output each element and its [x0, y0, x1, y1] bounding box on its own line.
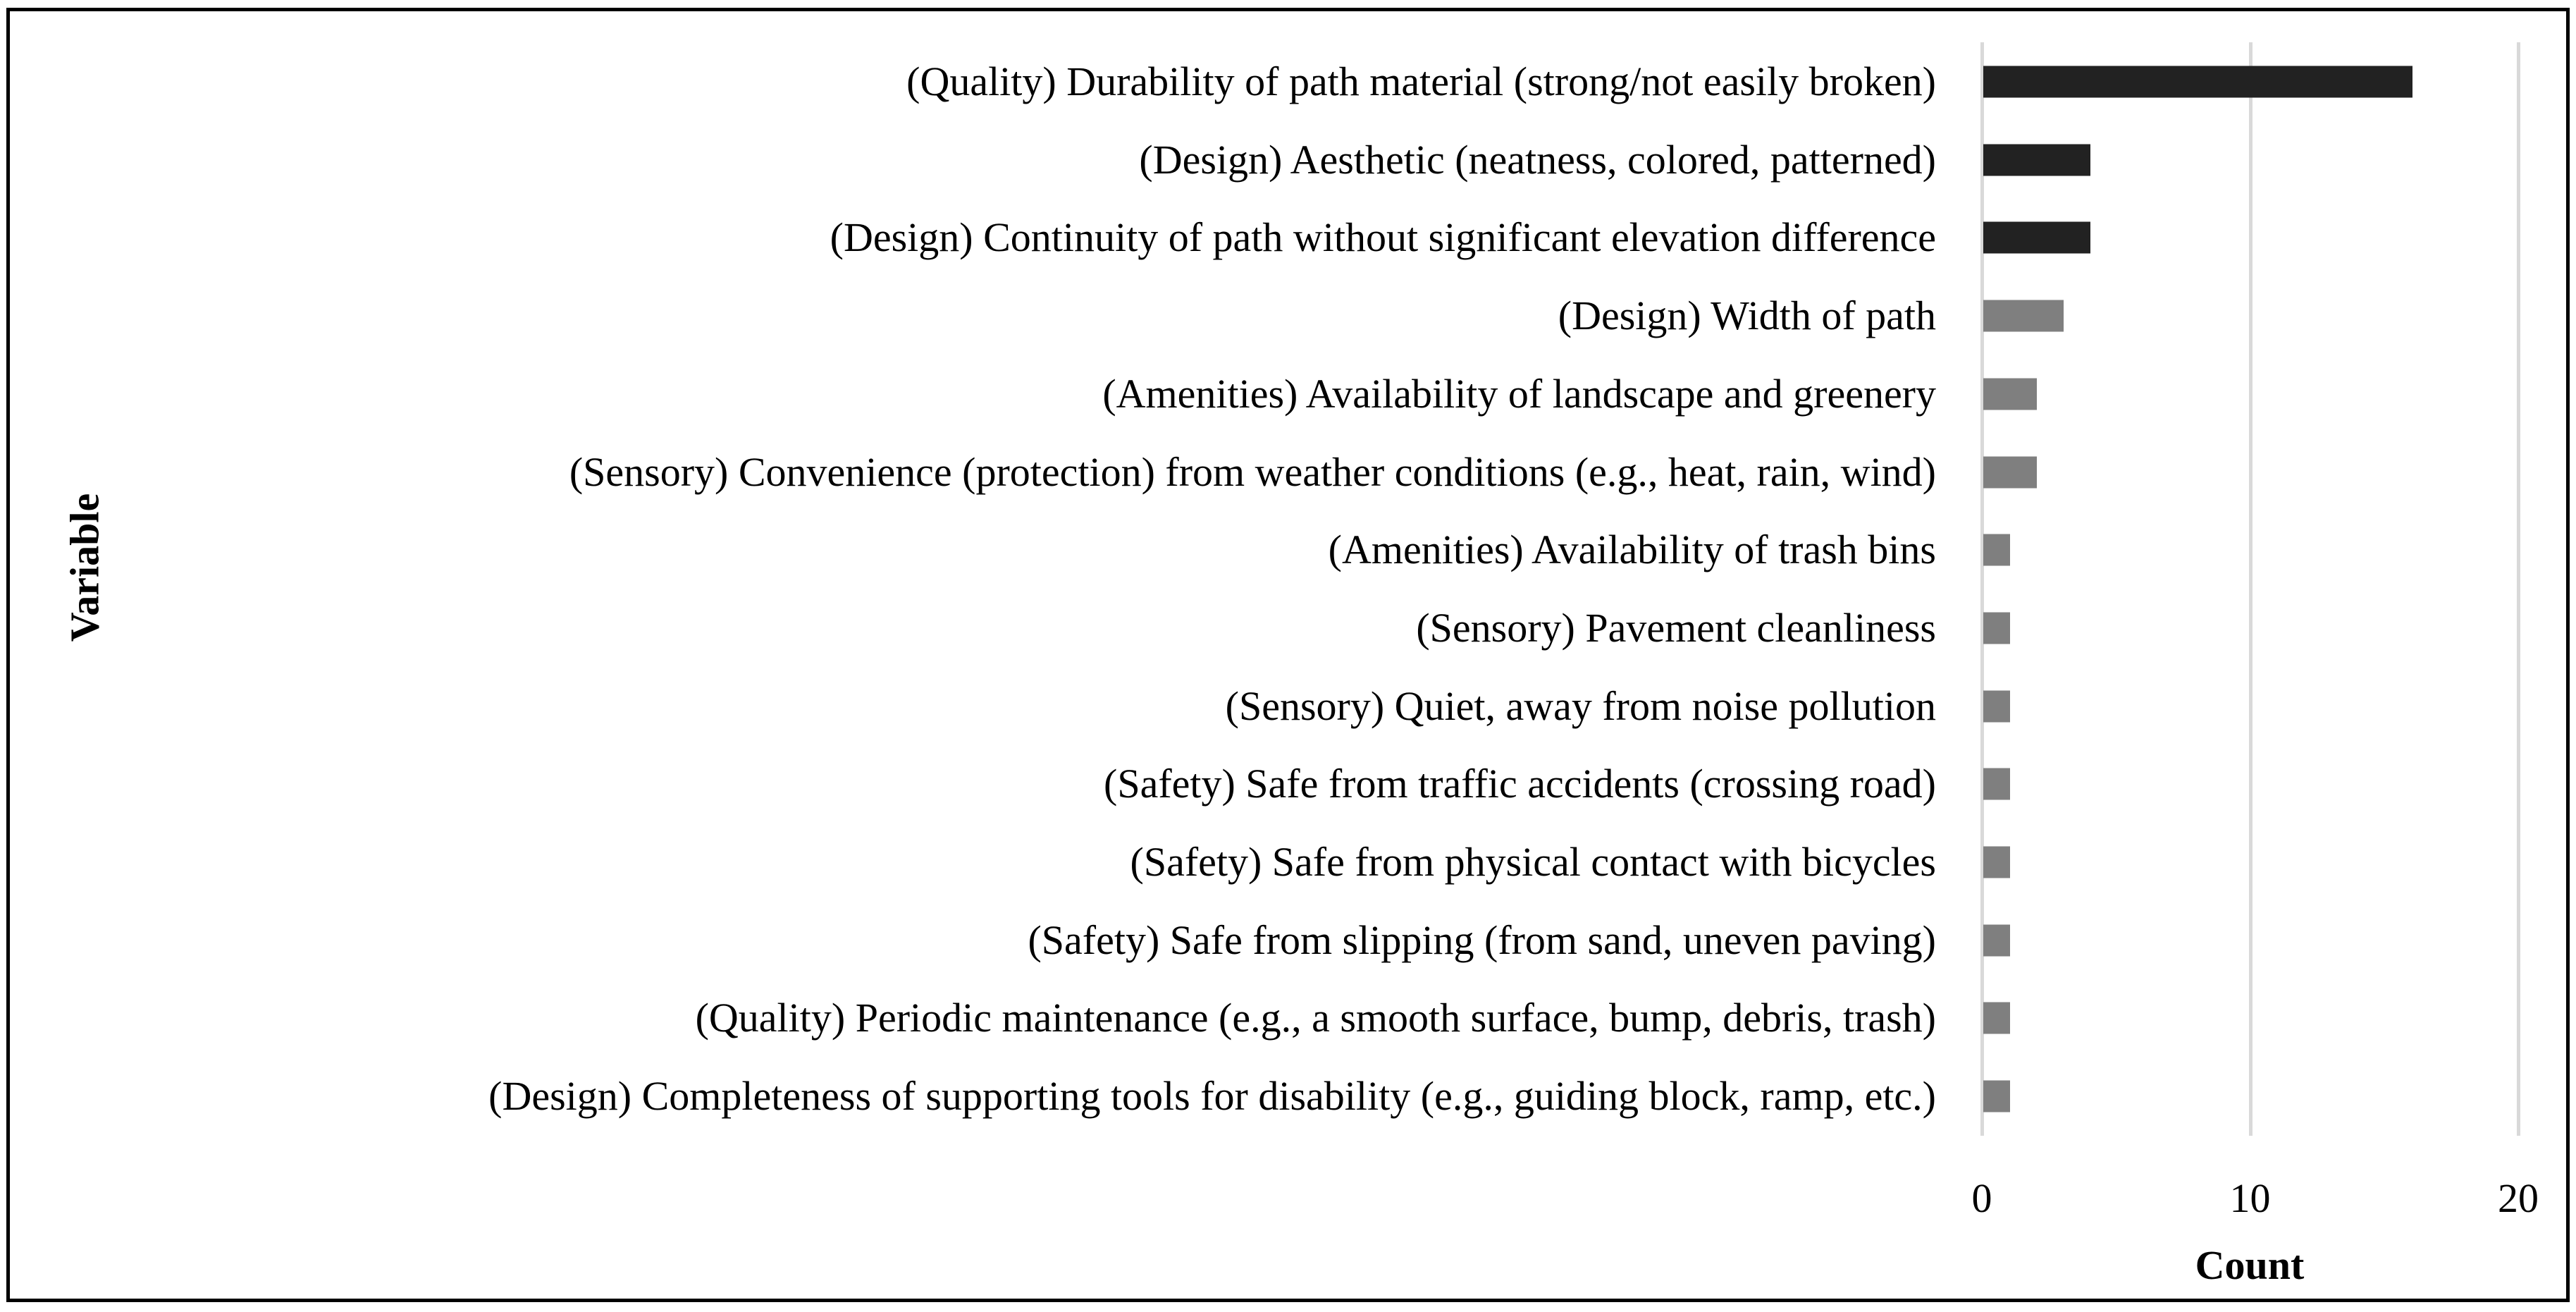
gridline-10: [2249, 42, 2253, 1136]
bar: [1983, 768, 2010, 800]
category-label: (Sensory) Pavement cleanliness: [1416, 604, 1936, 651]
bar: [1983, 847, 2010, 878]
gridline-20: [2517, 42, 2520, 1136]
bar: [1983, 690, 2010, 722]
gridline-0: [1980, 42, 1984, 1136]
category-label: (Safety) Safe from physical contact with bicycles: [1130, 839, 1936, 885]
category-label: (Safety) Safe from slipping (from sand, uneven paving): [1028, 916, 1936, 963]
bar: [1983, 456, 2037, 488]
bar: [1983, 534, 2010, 566]
bar: [1983, 300, 2064, 332]
bar: [1983, 66, 2412, 98]
category-label: (Design) Width of path: [1558, 293, 1936, 339]
bar: [1983, 1003, 2010, 1034]
bar: [1983, 378, 2037, 410]
y-axis-label: Variable: [61, 493, 108, 642]
bar: [1983, 222, 2090, 254]
category-label: (Design) Aesthetic (neatness, colored, patterned): [1139, 136, 1936, 183]
category-label: (Quality) Durability of path material (strong/not easily broken): [906, 59, 1936, 104]
bar: [1983, 1081, 2010, 1112]
x-tick-label: 10: [2229, 1175, 2271, 1221]
bar: [1983, 144, 2090, 176]
x-axis-label: Count: [2195, 1242, 2305, 1288]
x-tick-label: 0: [1971, 1175, 1992, 1221]
bar: [1983, 612, 2010, 644]
bar: [1983, 924, 2010, 956]
category-label: (Sensory) Quiet, away from noise pollution: [1225, 682, 1936, 729]
category-label: (Amenities) Availability of trash bins: [1328, 527, 1936, 573]
category-label: (Design) Completeness of supporting tools for disability (e.g., guiding block, ramp, etc.): [488, 1073, 1936, 1120]
category-label: (Design) Continuity of path without significant elevation difference: [830, 214, 1936, 261]
category-label: (Sensory) Convenience (protection) from weather conditions (e.g., heat, rain, wind): [569, 448, 1936, 495]
category-label: (Amenities) Availability of landscape and greenery: [1102, 370, 1936, 417]
x-tick-label: 20: [2498, 1175, 2539, 1221]
category-label: (Safety) Safe from traffic accidents (crossing road): [1104, 761, 1936, 807]
category-label: (Quality) Periodic maintenance (e.g., a smooth surface, bump, debris, trash): [695, 995, 1936, 1041]
